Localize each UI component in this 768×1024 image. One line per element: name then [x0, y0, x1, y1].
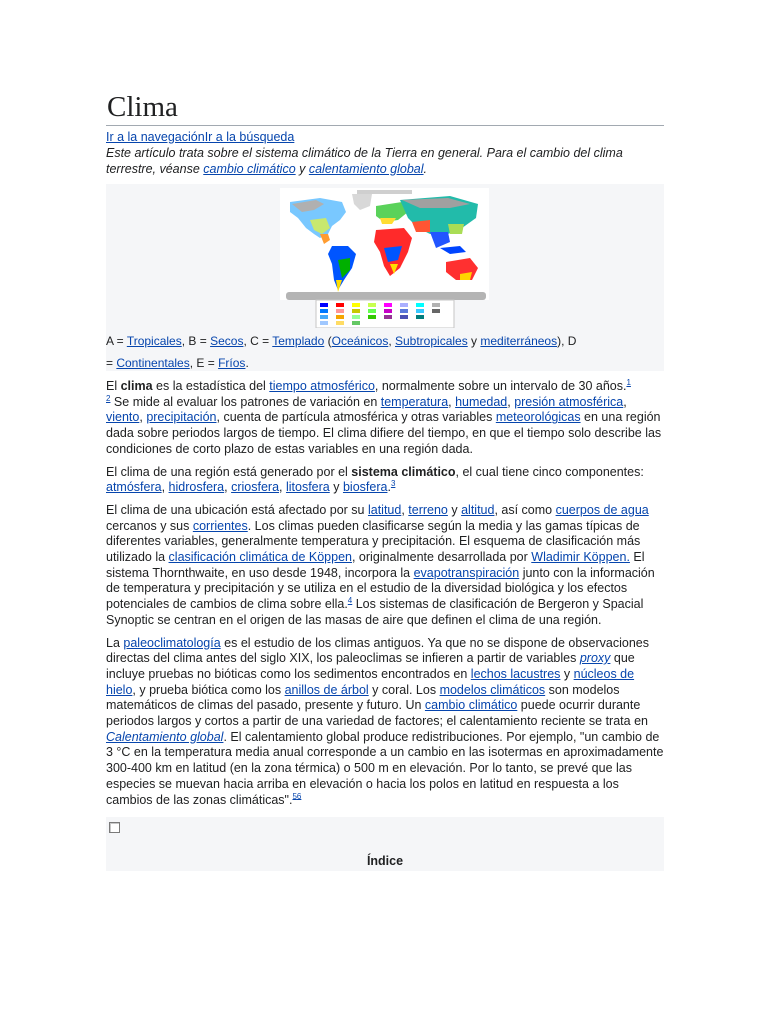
link-calentamiento-global[interactable]: Calentamiento global: [106, 729, 224, 744]
table-of-contents: [106, 817, 664, 871]
caption-text: A =: [106, 334, 127, 348]
link-tiempo-atmosferico[interactable]: tiempo atmosférico: [269, 379, 375, 393]
paragraph-intro: [106, 379, 664, 458]
link-nucleos-de-hielo[interactable]: núcleos de hielo: [106, 666, 635, 697]
paragraph-text: ,: [623, 394, 627, 409]
koppen-world-climate-map[interactable]: [280, 188, 489, 328]
reference-2[interactable]: 2: [106, 393, 111, 403]
paragraph-text: ,: [139, 410, 147, 425]
page-title: Clima: [106, 90, 664, 126]
caption-text: y: [467, 334, 481, 348]
paragraph-text: junto con la información de temperatura y precipitación y se utiliza en el estudio de la diversidad biológica y los efectos potenciales de cambios de clima sobre ella.: [106, 565, 655, 612]
figure-caption: [106, 330, 586, 374]
paragraph-text: La: [106, 635, 124, 650]
caption-text: ), D =: [106, 334, 577, 370]
jump-links: [106, 129, 664, 145]
caption-text: ,: [388, 334, 395, 348]
paragraph-text: , originalmente desarrollada por: [351, 550, 532, 565]
paragraph-text: Se mide al evaluar los patrones de variación en: [110, 394, 381, 409]
hatnote: [106, 145, 664, 177]
paragraph-text: . Los climas pueden clasificarse según la media y las gamas típicas de diferentes variables, generalmente temperatura y precipitación. El esquema de clasificación más utilizado la: [106, 518, 641, 565]
paragraph-text: , así como: [494, 502, 556, 517]
reference-5[interactable]: 5: [292, 791, 297, 801]
caption-link-tropicales[interactable]: Tropicales: [126, 334, 182, 348]
paragraph-text: El: [106, 379, 121, 393]
link-lechos-lacustres[interactable]: lechos lacustres: [470, 666, 561, 681]
caption-text: , B =: [181, 334, 211, 348]
link-atmosfera[interactable]: atmósfera: [106, 480, 162, 495]
paragraph-text: puede ocurrir durante periodos largos y cortos a partir de una variedad de factores; el calentamiento reciente se trata en: [106, 698, 648, 729]
paragraph-text: y: [447, 502, 462, 517]
paragraph-text: , normalmente sobre un intervalo de 30 años.: [374, 379, 627, 393]
paragraph-text: ,: [507, 394, 515, 409]
reference-3[interactable]: 3: [390, 479, 396, 489]
paragraph-text: , cuenta de partícula atmosférica y otras variables: [216, 410, 496, 425]
toc-title: Índice: [366, 854, 404, 869]
paragraph-text: , y prueba biótica como los: [132, 682, 285, 697]
paragraph-text: Los sistemas de clasificación de Bergeron y Spacial Synoptic se centran en el origen de las masas de aire que definen el clima de una región.: [106, 597, 644, 627]
link-modelos-climaticos[interactable]: modelos climáticos: [439, 682, 546, 697]
link-meteorologicas[interactable]: meteorológicas: [495, 410, 581, 425]
caption-text: (: [324, 334, 332, 348]
link-wladimir-koppen[interactable]: Wladimir Köppen.: [531, 550, 630, 565]
paragraph-sistema-climatico: [106, 465, 664, 496]
link-terreno[interactable]: terreno: [408, 502, 448, 517]
paragraph-text: .: [387, 480, 391, 495]
reference-6[interactable]: 6: [296, 791, 302, 801]
paragraph-text: . El calentamiento global produce redistribuciones. Por ejemplo, "un cambio de 3 °C en la temperatura media anual corresponde a un cambio en las isotermas en aproximadamente 300-400 km en latitud (en la zona térmica) o 500 m en elevación. Por lo tanto, se prevé que las especies se muevan hacia arriba en elevación o hacia los polos en latitud en respuesta a los cambios de las zonas climáticas".: [106, 729, 664, 807]
toc-toggle-checkbox[interactable]: [109, 822, 120, 833]
link-biosfera[interactable]: biosfera: [342, 480, 388, 495]
hatnote-text: y: [295, 162, 309, 176]
hatnote-text: .: [423, 162, 428, 176]
paragraph-text: ,: [401, 502, 409, 517]
caption-link-subtropicales[interactable]: Subtropicales: [395, 334, 468, 348]
paragraph-text: son modelos matemáticos de climas del pasado, presente y futuro. Un: [106, 682, 620, 713]
link-altitud[interactable]: altitud: [461, 502, 495, 517]
reference-1[interactable]: 1: [626, 377, 631, 387]
paragraph-text: ,: [161, 480, 169, 495]
paragraph-text: El sistema Thornthwaite, en uso desde 1948, incorpora la: [106, 550, 645, 580]
link-litosfera[interactable]: litosfera: [285, 480, 330, 495]
paragraph-text: en una región dada sobre periodos largos de tiempo. El clima difiere del tiempo, en que el tiempo solo describe las condiciones de corto plazo de estas variables en una región dada.: [106, 410, 662, 456]
link-paleoclimatologia[interactable]: paleoclimatología: [123, 635, 221, 650]
caption-text: .: [245, 356, 249, 370]
paragraph-text: El clima de una región está generado por el: [106, 464, 352, 479]
link-proxy[interactable]: proxy: [579, 651, 611, 666]
link-humedad[interactable]: humedad: [455, 394, 508, 409]
caption-text: , E =: [189, 356, 219, 370]
paragraph-text: y coral. Los: [368, 682, 440, 697]
caption-link-oceanicos[interactable]: Oceánicos: [331, 334, 389, 348]
link-temperatura[interactable]: temperatura: [380, 394, 449, 409]
bold-term: sistema climático: [351, 464, 456, 479]
hatnote-link-cambio-climatico[interactable]: cambio climático: [203, 162, 296, 176]
caption-link-frios[interactable]: Fríos: [218, 356, 246, 370]
paragraph-ubicacion: [106, 503, 664, 629]
link-cambio-climatico[interactable]: cambio climático: [424, 698, 518, 713]
caption-text: , C =: [243, 334, 273, 348]
paragraph-text: que incluye pruebas no bióticas como los sedimentos encontrados en: [106, 651, 635, 681]
paragraph-text: ,: [224, 480, 232, 495]
jump-to-search-link[interactable]: Ir a la búsqueda: [204, 130, 295, 144]
jump-to-navigation-link[interactable]: Ir a la navegación: [106, 130, 205, 144]
paragraph-text: es el estudio de los climas antiguos. Ya que no se dispone de observaciones directas del clima antes del siglo XIX, los paleoclimas se infieren a partir de variables: [106, 635, 649, 666]
paragraph-text: es la estadística del: [152, 379, 270, 393]
link-hidrosfera[interactable]: hidrosfera: [168, 480, 225, 495]
climate-map-figure: [106, 184, 664, 371]
link-corrientes[interactable]: corrientes: [192, 518, 248, 533]
reference-4[interactable]: 4: [347, 595, 353, 605]
paragraph-text: y: [560, 666, 574, 681]
caption-link-templado[interactable]: Templado: [272, 334, 325, 348]
paragraph-text: El clima de una ubicación está afectado por su: [106, 502, 368, 517]
world-map-graphic: [280, 188, 489, 328]
link-evapotranspiracion[interactable]: evapotranspiración: [413, 565, 520, 580]
article-content: [106, 90, 664, 871]
caption-link-mediterraneos[interactable]: mediterráneos: [480, 334, 558, 348]
link-latitud[interactable]: latitud: [367, 502, 402, 517]
caption-link-continentales[interactable]: Continentales: [116, 356, 190, 370]
link-precipitacion[interactable]: precipitación: [146, 410, 217, 425]
hatnote-link-calentamiento-global[interactable]: calentamiento global: [308, 162, 424, 176]
link-anillos-de-arbol[interactable]: anillos de árbol: [284, 682, 369, 697]
paragraph-text: cercanos y sus: [106, 518, 193, 533]
bold-term: clima: [120, 379, 153, 393]
link-presion-atmosferica[interactable]: presión atmosférica: [514, 394, 624, 409]
paragraph-text: ,: [279, 480, 286, 495]
paragraph-text: , el cual tiene cinco componentes:: [455, 464, 644, 479]
link-clasificacion-koppen[interactable]: clasificación climática de Köppen: [168, 550, 352, 565]
caption-link-secos[interactable]: Secos: [210, 334, 244, 348]
paragraph-text: ,: [448, 394, 456, 409]
hatnote-text: Este artículo trata sobre el sistema climático de la Tierra en general. Para el cambio del clima terrestre, véanse: [106, 146, 623, 176]
paragraph-text: y: [329, 480, 343, 495]
link-viento[interactable]: viento: [106, 410, 140, 425]
paragraph-paleoclimatologia: [106, 636, 664, 809]
link-criosfera[interactable]: criosfera: [231, 480, 280, 495]
link-cuerpos-de-agua[interactable]: cuerpos de agua: [555, 502, 649, 517]
